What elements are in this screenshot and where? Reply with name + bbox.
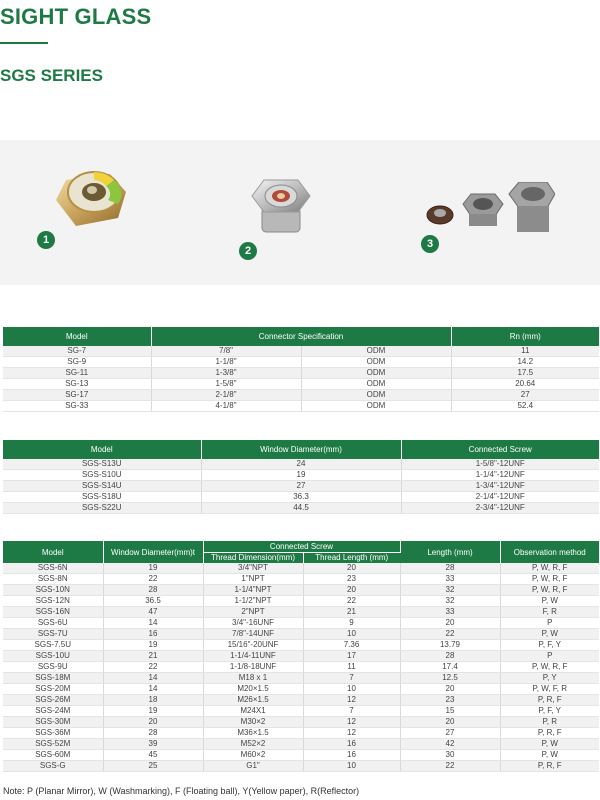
table-cell: 10 xyxy=(303,684,400,695)
table-cell: 24 xyxy=(201,459,401,470)
table-cell: 3/4"NPT xyxy=(203,563,303,574)
table-cell: 16 xyxy=(303,739,400,750)
table-cell: 1-1/8" xyxy=(151,357,301,368)
table-cell: 28 xyxy=(103,585,203,596)
table-cell: M36×1.5 xyxy=(203,728,303,739)
table-cell: P, R xyxy=(500,717,599,728)
table-cell: 23 xyxy=(303,574,400,585)
table-row xyxy=(3,684,599,695)
table-cell: P xyxy=(500,651,599,662)
table-cell: G1" xyxy=(203,761,303,772)
table-cell: P, W, F, R xyxy=(500,684,599,695)
table-cell: 39 xyxy=(103,739,203,750)
table-cell: P, W, R, F xyxy=(500,563,599,574)
col-header-window-diameter: Window Diameter(mm) xyxy=(201,440,401,459)
table-cell: SG-17 xyxy=(3,390,151,401)
table-cell: M60×2 xyxy=(203,750,303,761)
table-cell: SGS-10U xyxy=(3,651,103,662)
table-cell: 32 xyxy=(400,596,500,607)
table-cell: P, R, F xyxy=(500,728,599,739)
table-row xyxy=(3,346,599,357)
table-cell: SGS-S13U xyxy=(3,459,201,470)
table-cell: M20×1.5 xyxy=(203,684,303,695)
col-header-length: Length (mm) xyxy=(400,541,500,563)
table-cell: 30 xyxy=(400,750,500,761)
table-cell: 4-1/8" xyxy=(151,401,301,412)
table-cell: 7.36 xyxy=(303,640,400,651)
table-cell: F, R xyxy=(500,607,599,618)
table-cell: 14 xyxy=(103,684,203,695)
table-cell: SG-9 xyxy=(3,357,151,368)
col-header-rn: Rn (mm) xyxy=(451,327,599,346)
table-cell: SGS-7.5U xyxy=(3,640,103,651)
table-cell: 22 xyxy=(400,629,500,640)
table-row xyxy=(3,585,599,596)
table-cell: P, W xyxy=(500,629,599,640)
table-cell: 1-1/4"NPT xyxy=(203,585,303,596)
table-cell: SGS-9U xyxy=(3,662,103,673)
thread-dimension-table xyxy=(3,541,599,772)
table-cell: 14.2 xyxy=(451,357,599,368)
table-cell: 16 xyxy=(103,629,203,640)
table-cell: 1-5/8"-12UNF xyxy=(401,459,599,470)
table-cell: SGS-52M xyxy=(3,739,103,750)
product-3-image xyxy=(425,182,555,242)
table-cell: 45 xyxy=(103,750,203,761)
table-row xyxy=(3,401,599,412)
table-cell: P, F, Y xyxy=(500,640,599,651)
table-cell: M24X1 xyxy=(203,706,303,717)
table-cell: 7 xyxy=(303,673,400,684)
table-cell: 19 xyxy=(103,640,203,651)
table-cell: SGS-30M xyxy=(3,717,103,728)
table-cell: 20 xyxy=(303,563,400,574)
table-row xyxy=(3,596,599,607)
table-cell: P xyxy=(500,618,599,629)
table-cell: SGS-26M xyxy=(3,695,103,706)
table-cell: 27 xyxy=(451,390,599,401)
table-cell: 28 xyxy=(400,563,500,574)
table-cell: 22 xyxy=(400,761,500,772)
table-cell: 16 xyxy=(303,750,400,761)
table-cell: SGS-7U xyxy=(3,629,103,640)
table-row xyxy=(3,728,599,739)
table-cell: 14 xyxy=(103,618,203,629)
footnote: Note: P (Planar Mirror), W (Washmarking), F (Floating ball), Y(Yellow paper), R(Reflector) xyxy=(3,786,360,796)
table-row xyxy=(3,607,599,618)
table-cell: P, W, R, F xyxy=(500,585,599,596)
table-row xyxy=(3,651,599,662)
table-cell: P, Y xyxy=(500,673,599,684)
table-cell: 36.3 xyxy=(201,492,401,503)
table-cell: M26×1.5 xyxy=(203,695,303,706)
table-cell: 32 xyxy=(400,585,500,596)
table-cell: 1-1/8-18UNF xyxy=(203,662,303,673)
table-cell: 1"NPT xyxy=(203,574,303,585)
table-cell: P, W xyxy=(500,596,599,607)
table-cell: 3/4"-16UNF xyxy=(203,618,303,629)
table-cell: SGS-20M xyxy=(3,684,103,695)
table-cell: SGS-8N xyxy=(3,574,103,585)
product-2-image xyxy=(248,172,314,242)
table-cell: M18 x 1 xyxy=(203,673,303,684)
col-header-connected-screw: Connected Screw xyxy=(203,541,400,552)
product-3-badge: 3 xyxy=(421,235,439,253)
table-row xyxy=(3,390,599,401)
table-cell: 25 xyxy=(103,761,203,772)
table-cell: ODM xyxy=(301,401,451,412)
table-row xyxy=(3,750,599,761)
table-cell: 17.4 xyxy=(400,662,500,673)
table-cell: SGS-36M xyxy=(3,728,103,739)
table-cell: 19 xyxy=(201,470,401,481)
table-cell: 36.5 xyxy=(103,596,203,607)
table-cell: P, W, R, F xyxy=(500,662,599,673)
table-cell: 20 xyxy=(103,717,203,728)
col-header-model: Model xyxy=(3,440,201,459)
table-cell: 12 xyxy=(303,728,400,739)
table-cell: 1-3/4"-12UNF xyxy=(401,481,599,492)
table-cell: SGS-6U xyxy=(3,618,103,629)
page-title: SIGHT GLASS xyxy=(0,4,152,29)
table-cell: 1-1/2"NPT xyxy=(203,596,303,607)
table-cell: 33 xyxy=(400,574,500,585)
table-cell: SGS-24M xyxy=(3,706,103,717)
table-cell: SGS-60M xyxy=(3,750,103,761)
product-1-badge: 1 xyxy=(37,231,55,249)
table-cell: ODM xyxy=(301,379,451,390)
col-header-window-diameter: Window Diameter(mm)t xyxy=(103,541,203,563)
table-row xyxy=(3,618,599,629)
product-2-badge: 2 xyxy=(239,242,257,260)
table-cell: 20.64 xyxy=(451,379,599,390)
col-header-model: Model xyxy=(3,541,103,563)
table-cell: 13.79 xyxy=(400,640,500,651)
table-row xyxy=(3,481,599,492)
window-diameter-table xyxy=(3,440,599,514)
col-header-thread-dimension: Thread Dimension(mm) xyxy=(203,552,303,563)
table-row xyxy=(3,379,599,390)
table-cell: 22 xyxy=(103,662,203,673)
table-cell: 7/8"-14UNF xyxy=(203,629,303,640)
table-cell: 10 xyxy=(303,629,400,640)
table-cell: SGS-10N xyxy=(3,585,103,596)
table-row xyxy=(3,563,599,574)
table-cell: 19 xyxy=(103,706,203,717)
table-cell: SGS-18M xyxy=(3,673,103,684)
table-cell: ODM xyxy=(301,346,451,357)
table-cell: 44.5 xyxy=(201,503,401,514)
table-cell: P, W, R, F xyxy=(500,574,599,585)
table-cell: 2"NPT xyxy=(203,607,303,618)
table-cell: ODM xyxy=(301,368,451,379)
product-photo-strip xyxy=(0,140,600,285)
table-row xyxy=(3,695,599,706)
table-row xyxy=(3,739,599,750)
table-cell: 2-1/4"-12UNF xyxy=(401,492,599,503)
table-cell: SGS-12N xyxy=(3,596,103,607)
table-cell: P, W xyxy=(500,739,599,750)
table-cell: 20 xyxy=(400,618,500,629)
table-cell: 21 xyxy=(103,651,203,662)
table-cell: SGS-S18U xyxy=(3,492,201,503)
rn-spec-table xyxy=(3,327,599,412)
table-cell: 23 xyxy=(400,695,500,706)
table-cell: 7 xyxy=(303,706,400,717)
table-cell: 19 xyxy=(103,563,203,574)
table-row xyxy=(3,470,599,481)
table-row xyxy=(3,761,599,772)
table-cell: 21 xyxy=(303,607,400,618)
table-cell: 12 xyxy=(303,717,400,728)
table-cell: 10 xyxy=(303,761,400,772)
table-cell: 9 xyxy=(303,618,400,629)
table-cell: 12.5 xyxy=(400,673,500,684)
table-cell: 7/8" xyxy=(151,346,301,357)
table-cell: 52.4 xyxy=(451,401,599,412)
table-cell: 20 xyxy=(400,684,500,695)
table-cell: SGS-16N xyxy=(3,607,103,618)
table-cell: P, R, F xyxy=(500,695,599,706)
col-header-connected-screw: Connected Screw xyxy=(401,440,599,459)
table-cell: 20 xyxy=(303,585,400,596)
series-title: SGS SERIES xyxy=(0,66,103,85)
table-cell: 15 xyxy=(400,706,500,717)
col-header-observation-method: Observation method xyxy=(500,541,599,563)
table-cell: 1-3/8" xyxy=(151,368,301,379)
table-row xyxy=(3,492,599,503)
table-cell: 18 xyxy=(103,695,203,706)
table-cell: 11 xyxy=(451,346,599,357)
table-cell: 20 xyxy=(400,717,500,728)
table-cell: M52×2 xyxy=(203,739,303,750)
table-row xyxy=(3,574,599,585)
table-row xyxy=(3,357,599,368)
col-header-model: Model xyxy=(3,327,151,346)
table-cell: 15/16"-20UNF xyxy=(203,640,303,651)
col-header-thread-length: Thread Length (mm) xyxy=(303,552,400,563)
table-row xyxy=(3,629,599,640)
table-cell: 22 xyxy=(303,596,400,607)
table-row xyxy=(3,717,599,728)
table-row xyxy=(3,640,599,651)
table-cell: M30×2 xyxy=(203,717,303,728)
table-cell: P, W xyxy=(500,750,599,761)
table-cell: 12 xyxy=(303,695,400,706)
table-cell: SGS-S22U xyxy=(3,503,201,514)
table-cell: 47 xyxy=(103,607,203,618)
table-cell: 1-5/8" xyxy=(151,379,301,390)
product-1-image xyxy=(48,162,133,232)
table-cell: SGS-S14U xyxy=(3,481,201,492)
table-cell: SGS-6N xyxy=(3,563,103,574)
table-cell: SGS-G xyxy=(3,761,103,772)
table-cell: SG-11 xyxy=(3,368,151,379)
table-cell: 28 xyxy=(103,728,203,739)
table-cell: 33 xyxy=(400,607,500,618)
table-cell: 27 xyxy=(400,728,500,739)
table-cell: ODM xyxy=(301,357,451,368)
table-row xyxy=(3,459,599,470)
table-row xyxy=(3,368,599,379)
table-row xyxy=(3,706,599,717)
table-cell: 2-3/4"-12UNF xyxy=(401,503,599,514)
table-cell: 42 xyxy=(400,739,500,750)
table-cell: SG-33 xyxy=(3,401,151,412)
table-cell: 1-1/4"-12UNF xyxy=(401,470,599,481)
table-cell: 11 xyxy=(303,662,400,673)
table-cell: SG-7 xyxy=(3,346,151,357)
table-cell: P, F, Y xyxy=(500,706,599,717)
table-row xyxy=(3,503,599,514)
table-cell: 2-1/8" xyxy=(151,390,301,401)
table-cell: 14 xyxy=(103,673,203,684)
title-underline xyxy=(0,42,48,44)
table-cell: P, R, F xyxy=(500,761,599,772)
table-cell: 27 xyxy=(201,481,401,492)
table-cell: 22 xyxy=(103,574,203,585)
table-row xyxy=(3,673,599,684)
table-cell: 28 xyxy=(400,651,500,662)
table-row xyxy=(3,662,599,673)
table-cell: 1-1/4-11UNF xyxy=(203,651,303,662)
table-cell: SGS-S10U xyxy=(3,470,201,481)
table-cell: SG-13 xyxy=(3,379,151,390)
table-cell: 17.5 xyxy=(451,368,599,379)
table-cell: ODM xyxy=(301,390,451,401)
col-header-connector-spec: Connector Specification xyxy=(151,327,451,346)
table-cell: 17 xyxy=(303,651,400,662)
